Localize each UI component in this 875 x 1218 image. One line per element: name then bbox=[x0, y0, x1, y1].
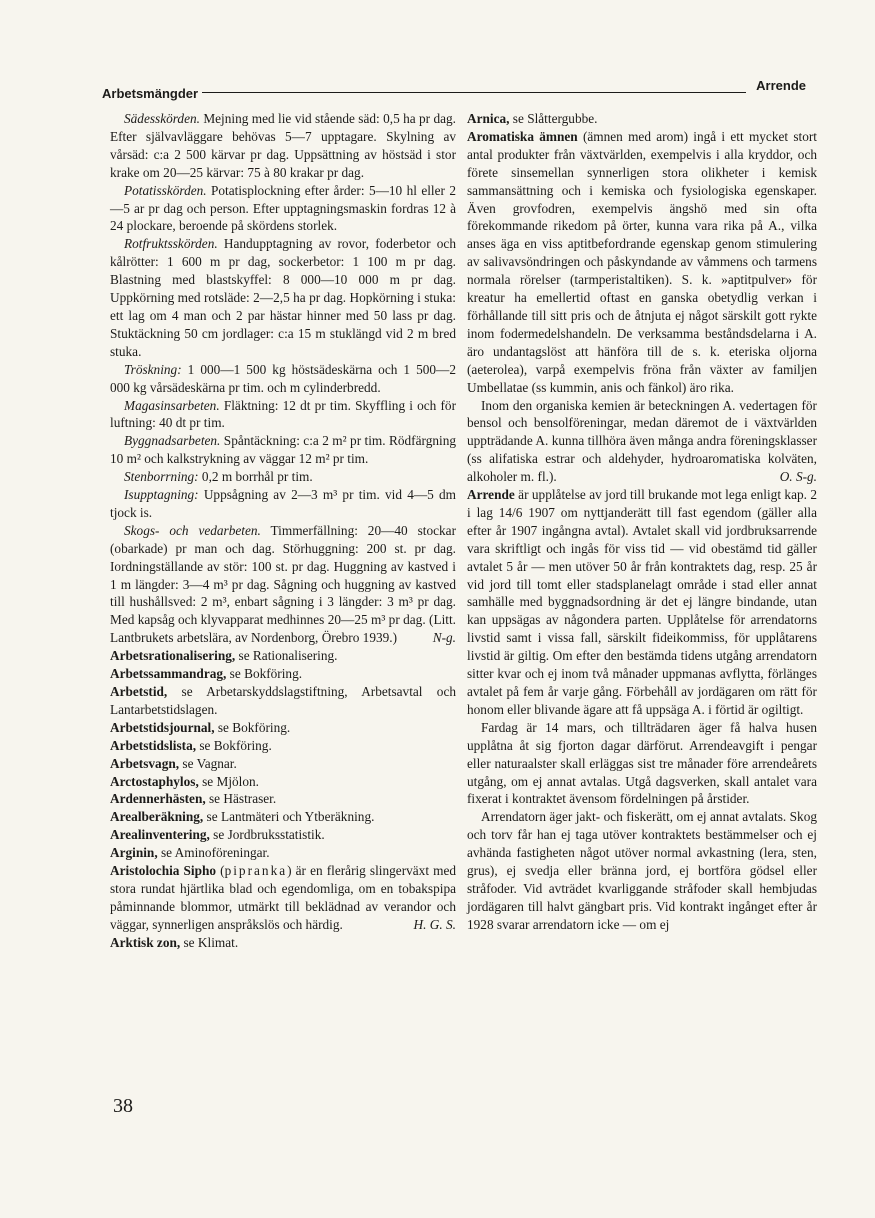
ref-entry bbox=[110, 719, 456, 737]
entry-paragraph bbox=[467, 397, 817, 487]
ref-term: Arbetstidslista, bbox=[110, 737, 197, 753]
ref-term: Arbetstid, bbox=[110, 684, 168, 699]
ref-term: Arbetssammandrag, bbox=[110, 666, 227, 682]
entry-text: Mejning med lie vid stående säd: 0,5 ha pr dag. Efter självavläggare behövas 5—7 upptagare. Skylning av vårsäd: c:a 2 500 kärvar pr dag. Uppsättning av höstsäd i stor krake om 20—25 kärvar: 75 à 80 krakar pr dag. bbox=[110, 111, 456, 180]
ref-text: se Bokföring. bbox=[226, 666, 303, 682]
running-header bbox=[102, 78, 806, 100]
law-date: 14/6 bbox=[498, 504, 523, 520]
entry-text: Fläktning: 12 dt pr tim. Skyffling i och för luftning: 40 dt pr tim. bbox=[110, 397, 456, 431]
entry-troskning bbox=[110, 361, 456, 397]
subhead: Sädesskörden. bbox=[124, 111, 200, 126]
subhead: Isupptagning: bbox=[124, 487, 199, 503]
subhead: Potatisskörden. bbox=[124, 182, 207, 198]
ref-term: Arbetstidsjournal, bbox=[110, 719, 215, 735]
ref-term: Arbetsrationalisering, bbox=[110, 648, 236, 664]
ref-text: se Bokföring. bbox=[214, 719, 291, 735]
subhead: Stenborrning: bbox=[124, 469, 199, 485]
entry-text: (ämnen med arom) ingå i ett mycket stort antal produkter från växtvärlden, exempelvis i alla kryddor, och förete sinsemellan synnerligen stora olikheter i kemisk sammansättning och i kemiska och fysiologiska egenskaper. Även grovfodren, exempelvis ängshö med sin ofta förekommande rikedom på örter, kunna vara rika på A., vilka anses äga en viss aptitbefordrande egenskap genom stimulering av salivavsöndringen och påskyndande av våmmens och tarmens normala rörelser (tarmperistaltiken). S. k. »aptitpulver» för kreatur ha emellertid oftast en ganska obetydlig verkan i förhållande till sitt pris och de åtnjuta ej något särskilt gott rykte inom fodermedelshandeln. De verksamma beståndsdelarna i A. äro undantagslöst att hänföra till de s. k. eteriska oljorna (aeterolea), varpå exempelvis fröna från växter av familjen Umbellatae (ss kummin, anis och fänkol) äro rika. bbox=[467, 128, 817, 395]
ref-text: se Bokföring. bbox=[196, 737, 272, 753]
entry-text: Handupptagning av rovor, foderbetor och kålrötter: 1 600 m pr dag, sockerbetor: 1 100 m pr dag. Blastning med blastskyffel: 8 000—10 000 m pr dag. Uppkörning med rotsläde: 2—2,5 ha pr dag. Hopkörning i stuka: ett lag om 4 man och 2 par hästar hinner med 50 lass pr dag. Stuktäckning 50 cm jordlager: c:a 15 m stuklängd vid 2 m bred stuka. bbox=[110, 236, 456, 359]
entry-byggnadsarbeten bbox=[110, 432, 456, 468]
entry-text: 1 000—1 500 kg höstsädeskärna och 1 500—2 000 kg vårsädeskärna pr tim. och m cylinderbredd. bbox=[110, 361, 456, 395]
entry-sadesskorden bbox=[110, 110, 456, 182]
ref-term: Arctostaphylos, bbox=[110, 773, 199, 789]
ref-term: Arealinventering, bbox=[110, 827, 210, 843]
entry-text: Spåntäckning: c:a 2 m² pr tim. Rödfärgning 10 m² och kalkstrykning av väggar 12 m² pr tim. bbox=[110, 433, 456, 467]
entry-term: Arrende bbox=[467, 487, 515, 503]
spaced-name: pipranka bbox=[224, 863, 288, 879]
entry-rotfruktsskorden bbox=[110, 235, 456, 360]
ref-term: Arealberäkning, bbox=[110, 809, 204, 825]
entry-term: Aromatiska ämnen bbox=[467, 128, 578, 144]
entry-text: 0,2 m borrhål pr tim. bbox=[198, 469, 313, 485]
ref-entry bbox=[110, 683, 456, 719]
subhead: Skogs- och vedarbeten. bbox=[124, 522, 261, 538]
entry-arrende bbox=[467, 486, 817, 719]
entry-text: Inom den organiska kemien är beteckningen A. vedertagen för bensol och bensolföreningar, medan däremot de i växtvärlden uppträdande A. kunna tillhöra även många andra föreningsklasser (ss alifatiska estrar och aldehyder, hydroaromatiska kolväten, alkoholer m. fl.). bbox=[467, 397, 817, 485]
subhead: Tröskning: bbox=[124, 361, 182, 377]
ref-term: Ardennerhästen, bbox=[110, 791, 206, 807]
entry-paragraph bbox=[467, 719, 817, 809]
ref-text: se Arbetarskyddslagstiftning, Arbetsavtal och Lantarbetstidslagen. bbox=[110, 684, 456, 717]
entry-paragraph bbox=[467, 808, 817, 933]
entry-aristolochia: Aristolochia Sipho (pipranka) är en flerårig slingerväxt med stora rundat hjärtlika blad och egendomliga, om en tobakspipa påminnande blommor, utmärkt till beklädnad av verandor och väggar, synnerligen anspråkslös och härdig. H. G. S. bbox=[110, 863, 456, 932]
ref-text: se Slåttergubbe. bbox=[509, 111, 598, 126]
ref-entry bbox=[467, 110, 817, 128]
entry-text: ) är en flerårig slingerväxt med stora rundat hjärtlika blad och egendomliga, om en tobakspipa påminnande blommor, utmärkt till beklädnad av verandor och väggar, synnerligen anspråkslös och härdig. bbox=[110, 863, 456, 932]
ref-entry bbox=[110, 647, 456, 665]
ref-entry bbox=[110, 934, 456, 952]
ref-entry bbox=[110, 808, 456, 826]
ref-text: se Mjölon. bbox=[198, 773, 259, 789]
entry-isupptagning bbox=[110, 486, 456, 522]
author-signature: H. G. S. bbox=[413, 916, 456, 932]
ref-text: se Rationalisering. bbox=[235, 648, 338, 664]
ref-term: Arbetsvagn, bbox=[110, 755, 180, 771]
ref-entry bbox=[110, 773, 456, 791]
entry-text: Timmerfällning: 20—40 stockar (obarkade) pr man och dag. Störhuggning: 200 st. pr dag. Iordningställande av stör: 100 st. pr dag. Huggning av kastved i 1 m längder: 3—4 m³ pr dag. Sågning och huggning av kastved till hushållsved: 2 m³, enbart sågning i 3 längder: 3 m³ pr dag. Med kapsåg och klyvapparat medhinnes 20—25 m³ pr dag. (Litt. Lantbrukets arbetslära, av Nordenborg, Örebro 1939.) bbox=[110, 522, 456, 646]
ref-entry bbox=[110, 665, 456, 683]
entry-aromatiska-amnen bbox=[467, 128, 817, 397]
ref-entry bbox=[110, 755, 456, 773]
entry-skogsarbeten bbox=[110, 522, 456, 647]
entry-text: Arrendatorn äger jakt- och fiskerätt, om ej annat avtalats. Skog och torv får han ej taga utöver kontraktets bestämmelser och ej avhända fastigheten något utöver normal avkastning (lera, sten, grus), ej svedja eller bränna jord, ej bortföra gödsel eller stråfoder. Vid avträdet kvarliggande stråfoder skall hembjudas jordägaren till halvt gängbart pris. Vid kontrakt ingånget efter år 1928 svarar arrendatorn icke — om ej bbox=[467, 809, 817, 932]
entry-text: Uppsågning av 2—3 m³ pr tim. vid 4—5 dm tjock is. bbox=[110, 487, 456, 520]
entry-text: är upplåtelse av jord till brukande mot lega enligt kap. 2 i lag bbox=[467, 487, 817, 520]
author-signature: O. S-g. bbox=[779, 469, 817, 485]
subhead: Byggnadsarbeten. bbox=[124, 433, 221, 449]
author-signature: N-g. bbox=[432, 630, 456, 646]
entry-potatisskorden bbox=[110, 182, 456, 236]
ref-text: se Hästraser. bbox=[205, 791, 277, 807]
entry-text: Potatisplockning efter årder: 5—10 hl eller 2—5 ar pr dag och person. Efter upptagningsmaskin fordras 12 à 24 plockare, beroende på skördens storlek. bbox=[110, 182, 456, 234]
page-number: 38 bbox=[113, 1095, 133, 1117]
subhead: Rotfruktsskörden. bbox=[124, 236, 218, 252]
header-right: Arrende bbox=[752, 78, 806, 93]
ref-entry bbox=[110, 737, 456, 755]
ref-entry bbox=[110, 826, 456, 844]
ref-entry bbox=[110, 844, 456, 862]
entry-text: Fardag är 14 mars, och tillträdaren äger få halva husen upplåtna åt sig fjorton dagar därförut. Arrendeavgift i pengar eller naturaalster skall erläggas sist tre månader före arrendeårets utgång, om ej annat avtalas. Utgå dagsverken, skall antalet vara fixerat i kontraktet ävensom fördelningen på årstider. bbox=[467, 719, 817, 807]
ref-text: se Aminoföreningar. bbox=[157, 845, 270, 861]
left-column bbox=[110, 110, 456, 952]
ref-text: se Jordbruksstatistik. bbox=[209, 827, 325, 843]
ref-text: se Lantmäteri och Ytberäkning. bbox=[203, 809, 375, 825]
ref-text: se Vagnar. bbox=[179, 755, 237, 771]
ref-term: Arnica, bbox=[467, 111, 510, 126]
ref-text: se Klimat. bbox=[180, 934, 239, 950]
subhead: Magasinsarbeten. bbox=[124, 397, 220, 413]
ref-entry bbox=[110, 790, 456, 808]
ref-term: Arktisk zon, bbox=[110, 934, 181, 950]
right-column bbox=[467, 110, 817, 934]
entry-text: 1907 om nyttjanderätt till fast egendom (gäller alla efter år 1907 ingångna avtal). Avtalet skall vid jordbruksarrende vara skriftligt och ingås för viss tid — vid obestämd tid gäller avtalet 5 år — men utöver 50 år från kontraktets dag, resp. 25 år vid jord till tomt eller stadsplanelagt område i stad eller annat samhälle med byggnadsordning är det ej längre bindande, utan kan uppsägas av någondera parten. Upplåtelse för arrendatorns livstid samt i vissa fall, särskilt fideikommiss, för upplåtarens livstid är giltig. Om efter den bestämda tidens utgång arrendatorn sitter kvar och ej inom två månader uppmanas avflytta, förlänges avtalet på fem år varje gång. Förbehåll av jordägaren om rätt för honom eller blivande ägare att få uppsäga A. i förtid är ogiltigt. bbox=[467, 504, 817, 717]
header-rule bbox=[202, 92, 746, 93]
entry-magasinsarbeten bbox=[110, 397, 456, 433]
ref-term: Arginin, bbox=[110, 845, 158, 861]
entry-stenborrning bbox=[110, 468, 456, 486]
header-left: Arbetsmängder bbox=[102, 86, 202, 101]
entry-term: Aristolochia Sipho bbox=[110, 863, 217, 879]
